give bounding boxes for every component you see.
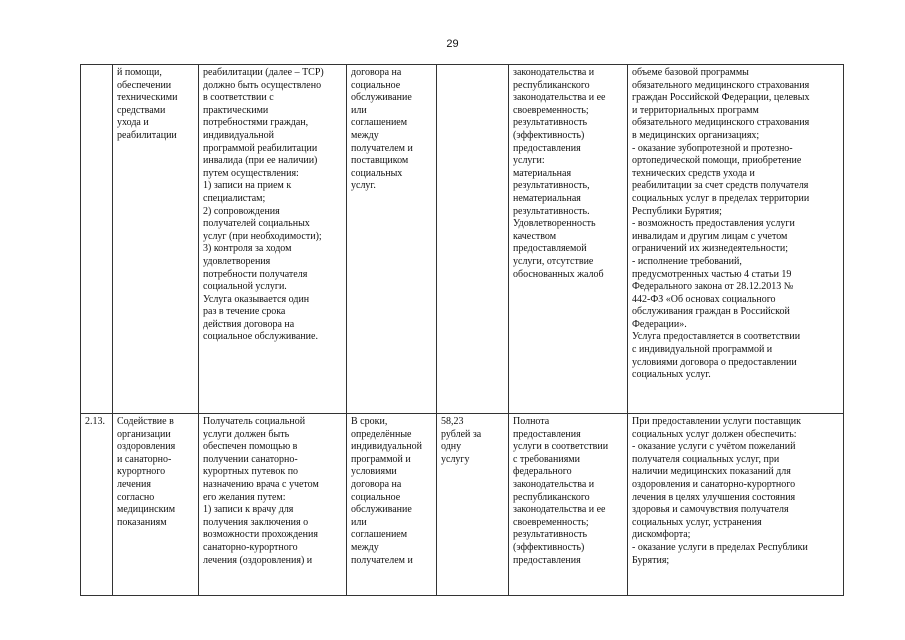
cell-line: услуг (при необходимости); [203, 230, 322, 242]
cell-line: программой реабилитации [203, 142, 318, 154]
cell-line: 3) контроля за ходом [203, 243, 292, 255]
cell-line: раз в течение срока [203, 306, 286, 318]
cell-line: услуги в соответствии [513, 441, 609, 453]
cell-line: - оказание услуги в пределах Республики [632, 541, 808, 553]
cell-line: условиями [351, 466, 397, 478]
cell-line: 442-ФЗ «Об основах социального [632, 293, 776, 305]
cell-line: Получатель социальной [203, 416, 306, 427]
cell-conditions [628, 414, 844, 596]
cell-line: Республики Бурятия; [632, 205, 722, 217]
cell-line: социальной услуги. [203, 281, 287, 293]
cell-line: федерального [513, 466, 572, 478]
cell-line: практическими [203, 104, 269, 116]
page-number: 29 [446, 38, 459, 50]
cell-line: получателей социальных [203, 218, 310, 230]
cell-line: социальное [351, 79, 401, 91]
cell-line: Федерального закона от 28.12.2013 № [632, 281, 794, 293]
cell-line: Услуга оказывается один [203, 293, 310, 305]
cell-line: рублей за [441, 428, 482, 440]
cell-line: социальных услуг, устранения [632, 516, 762, 528]
cell-line: социальное [351, 491, 401, 503]
cell-line: инвалида (при ее наличии) [203, 155, 318, 167]
cell-line: санаторно-курортного [203, 541, 298, 553]
cell-line: результативность [513, 117, 588, 129]
cell-line: одну [441, 441, 462, 453]
cell-line: определённые [351, 428, 412, 440]
cell-line: услуги, отсутствие [513, 255, 594, 267]
cell-line: предоставления [513, 428, 581, 440]
cell-line: результативность, [513, 180, 590, 192]
cell-line: обеспечении [117, 79, 172, 91]
cell-line: (эффективность) [513, 129, 585, 141]
cell-line: республиканского [513, 491, 590, 503]
cell-line: граждан Российской Федерации, целевых [632, 92, 810, 104]
cell-line: Содействие в [117, 416, 174, 427]
cell-line: Бурятия; [632, 554, 670, 566]
cell-line: технических средств ухода и [632, 167, 755, 179]
cell-line: возможности прохождения [203, 529, 318, 541]
cell-line: инвалидам и другим лицам с учетом [632, 230, 788, 242]
cell-line: Федерации». [632, 318, 687, 330]
cell-line: путем осуществления: [203, 167, 299, 179]
cell-service-description [199, 414, 347, 596]
cell-line: ортопедической помощи, приобретение [632, 155, 802, 167]
cell-line: материальная [513, 167, 572, 179]
cell-line: получателя социальных услуг, при [632, 453, 780, 465]
cell-line: организации [117, 428, 171, 440]
cell-line: техническими [117, 92, 178, 104]
cell-line: лечения в целях улучшения состояния [632, 491, 796, 503]
cell-line: предоставляемой [513, 243, 587, 255]
cell-line: услуги: [513, 155, 545, 167]
cell-line: предоставления [513, 554, 581, 566]
cell-line: удовлетворения [203, 255, 271, 267]
cell-line: получателем и [351, 554, 413, 566]
cell-line: (эффективность) [513, 541, 585, 553]
cell-line: с индивидуальной программой и [632, 344, 773, 356]
cell-line: обслуживания граждан в Российской [632, 306, 790, 318]
cell-line: социальное обслуживание. [203, 331, 318, 343]
cell-line: ограничений их жизнедеятельности; [632, 243, 789, 255]
cell-line: законодательства и [513, 478, 595, 490]
cell-line: услуг. [351, 180, 376, 192]
cell-line: оздоровления и санаторно-курортного [632, 478, 796, 490]
cell-line: потребностями граждан, [203, 117, 309, 129]
cell-line: назначению врача с учетом [203, 478, 319, 490]
cell-line: или [351, 516, 367, 528]
cell-line: или [351, 104, 367, 116]
cell-line: услуги должен быть [203, 428, 290, 440]
cell-line: 2.13. [85, 416, 105, 427]
cell-line: своевременность; [513, 104, 589, 116]
cell-line: получения заключения о [203, 516, 309, 528]
cell-line: программой и [351, 453, 411, 465]
cell-line: законодательства и [513, 67, 595, 78]
cell-line: реабилитации [117, 129, 177, 141]
cell-line: качеством [513, 230, 557, 242]
cell-terms [347, 65, 437, 414]
cell-number [81, 65, 113, 414]
cell-line: получателем и [351, 142, 413, 154]
cell-conditions [628, 65, 844, 414]
cell-line: показаниям [117, 516, 167, 528]
cell-line: реабилитации (далее – ТСР) [203, 67, 324, 78]
cell-line: соглашением [351, 117, 408, 129]
cell-line: При предоставлении услуги поставщик [632, 416, 801, 427]
cell-line: результативность. [513, 205, 590, 217]
cell-line: обслуживание [351, 92, 412, 104]
cell-line: социальных услуг должен обеспечить: [632, 428, 797, 440]
cell-quality-indicators [509, 65, 628, 414]
cell-line: своевременность; [513, 516, 589, 528]
cell-line: Полнота [513, 416, 550, 427]
cell-line: обязательного медицинского страхования [632, 117, 810, 129]
cell-line: 1) записи к врачу для [203, 504, 294, 516]
cell-line: согласно [117, 491, 155, 503]
cell-line: услугу [441, 453, 470, 465]
cell-line: 2) сопровождения [203, 205, 280, 217]
cell-line: курортных путевок по [203, 466, 299, 478]
cell-line: 58,23 [441, 416, 464, 427]
cell-line: й помощи, [117, 67, 162, 78]
cell-line: В сроки, [351, 416, 388, 427]
cell-service-name [113, 414, 199, 596]
cell-tariff [437, 65, 509, 414]
cell-line: здоровья и самочувствия получателя [632, 504, 789, 516]
cell-line: республиканского [513, 79, 590, 91]
cell-line: курортного [117, 466, 166, 478]
cell-line: договора на [351, 67, 402, 78]
cell-line: обязательного медицинского страхования [632, 79, 810, 91]
cell-line: между [351, 129, 379, 141]
cell-quality-indicators [509, 414, 628, 596]
cell-line: между [351, 541, 379, 553]
cell-line: средствами [117, 104, 166, 116]
cell-line: в соответствии с [203, 92, 274, 104]
cell-line: условиями договора о предоставлении [632, 356, 797, 368]
cell-line: объеме базовой программы [632, 67, 749, 78]
table-row [81, 414, 844, 596]
cell-line: результативность [513, 529, 588, 541]
cell-line: должно быть осуществлено [203, 79, 322, 91]
cell-line: ухода и [117, 117, 149, 129]
cell-line: Услуга предоставляется в соответствии [632, 331, 801, 343]
cell-line: обслуживание [351, 504, 412, 516]
cell-line: его желания путем: [203, 491, 286, 503]
cell-line: действия договора на [203, 318, 295, 330]
table-row [81, 65, 844, 414]
cell-line: социальных [351, 167, 403, 179]
cell-line: индивидуальной [351, 441, 422, 453]
cell-terms [347, 414, 437, 596]
cell-line: с требованиями [513, 453, 580, 465]
cell-line: соглашением [351, 529, 408, 541]
cell-line: нематериальная [513, 192, 581, 204]
cell-line: поставщиком [351, 155, 409, 167]
cell-line: социальных услуг. [632, 369, 711, 381]
cell-line: обоснованных жалоб [513, 268, 604, 280]
cell-line: потребности получателя [203, 268, 308, 280]
cell-line: законодательства и ее [513, 504, 606, 516]
cell-line: - оказание зубопротезной и протезно- [632, 142, 793, 154]
cell-tariff [437, 414, 509, 596]
cell-line: предоставления [513, 142, 581, 154]
cell-line: - возможность предоставления услуги [632, 218, 795, 230]
cell-line: индивидуальной [203, 129, 274, 141]
cell-line: наличии медицинских показаний для [632, 466, 791, 478]
cell-line: Удовлетворенность [513, 218, 596, 230]
cell-line: реабилитации за счет средств получателя [632, 180, 809, 192]
cell-line: - оказание услуги с учётом пожеланий [632, 441, 796, 453]
cell-line: договора на [351, 478, 402, 490]
cell-line: 1) записи на прием к [203, 180, 292, 192]
cell-service-name [113, 65, 199, 414]
cell-line: предусмотренных частью 4 статьи 19 [632, 268, 792, 280]
cell-line: лечения [117, 478, 151, 490]
cell-service-description [199, 65, 347, 414]
cell-line: и территориальных программ [632, 104, 759, 116]
cell-line: оздоровления [117, 441, 176, 453]
cell-line: законодательства и ее [513, 92, 606, 104]
cell-line: социальных услуг в пределах территории [632, 192, 810, 204]
cell-line: и санаторно- [117, 453, 172, 465]
cell-line: лечения (оздоровления) и [203, 554, 313, 566]
services-table [80, 64, 844, 596]
cell-line: медицинским [117, 504, 176, 516]
cell-line: обеспечен помощью в [203, 441, 298, 453]
cell-line: в медицинских организациях; [632, 129, 760, 141]
cell-number [81, 414, 113, 596]
cell-line: специалистам; [203, 192, 266, 204]
cell-line: получении санаторно- [203, 453, 298, 465]
cell-line: дискомфорта; [632, 529, 691, 541]
cell-line: - исполнение требований, [632, 255, 742, 267]
